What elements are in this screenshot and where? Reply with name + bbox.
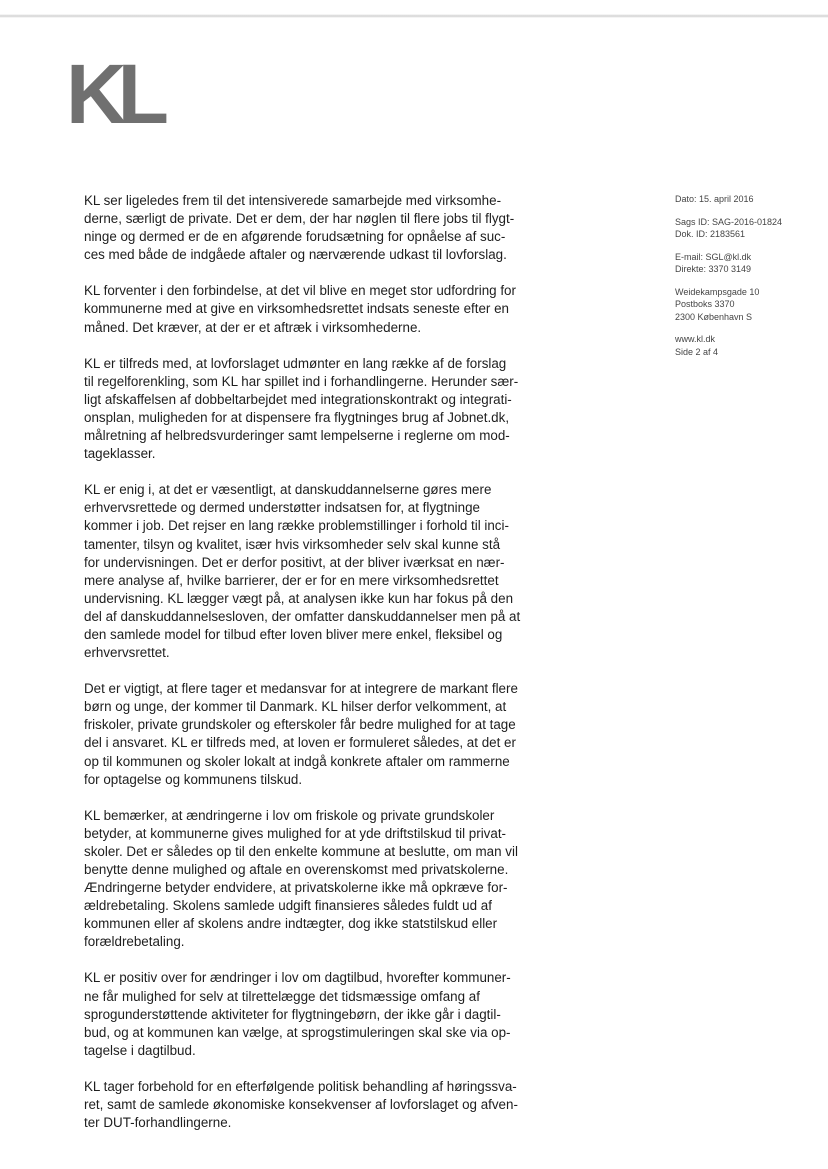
paragraph-line: målretning af helbredsvurderinger samt lempelserne i reglerne om mod- [84, 428, 510, 444]
body-paragraph [84, 192, 566, 264]
body-paragraph [84, 282, 566, 336]
paragraph-line: ældrebetaling. Skolens samlede udgift finansieres således fuldt ud af [84, 898, 492, 914]
paragraph-line: Det er vigtigt, at flere tager et medansvar for at integrere de markant flere [84, 681, 518, 697]
paragraph-line: KL er enig i, at det er væsentligt, at danskuddannelserne gøres mere [84, 482, 492, 498]
paragraph-line: for undervisningen. Det er derfor positivt, at der bliver iværksat en nær- [84, 554, 505, 570]
body-paragraph [84, 680, 566, 789]
paragraph-line: KL ser ligeledes frem til det intensiverede samarbejde med virksomhe- [84, 193, 502, 208]
paragraph-line: ter DUT-forhandlingerne. [84, 1115, 232, 1131]
sidebar-line: Postboks 3370 [675, 299, 735, 309]
paragraph-line: KL er tilfreds med, at lovforslaget udmønter en lang række af de forslag [84, 355, 507, 371]
body-paragraph [84, 355, 566, 464]
paragraph-line: for optagelse og kommunens tilskud. [84, 771, 303, 787]
sidebar-line: E-mail: SGL@kl.dk [675, 251, 752, 262]
paragraph-line: tamenter, tilsyn og kvalitet, især hvis virksomheder selv skal kunne stå [84, 536, 501, 552]
sidebar-group [675, 193, 815, 206]
sidebar-line: Dok. ID: 2183561 [675, 229, 746, 239]
paragraph-line: tagelse i dagtilbud. [84, 1042, 196, 1058]
paragraph-line: kommer i job. Det rejser en lang række problemstillinger i forhold til inci- [84, 518, 509, 534]
paragraph-line: onsplan, muligheden for at dispensere fra flygtninges brug af Jobnet.dk, [84, 409, 510, 425]
paragraph-line: kommunen eller af skolens andre indtægter, dog ikke statstilskud eller [84, 916, 498, 932]
letter-body [84, 192, 566, 1150]
paragraph-line: benytte denne mulighed og aftale en overenskomst med privatskolerne. [84, 862, 509, 877]
paragraph-line: sprogunderstøttende aktiviteter for flygtningebørn, der ikke går i dagtil- [84, 1006, 501, 1022]
scan-edge-line [0, 14, 828, 18]
paragraph-line: ret, samt de samlede økonomiske konsekvenser af lovforslaget og afven- [84, 1097, 518, 1113]
paragraph-line: Ændringerne betyder endvidere, at privatskolerne ikke må opkræve for- [84, 880, 508, 896]
paragraph-line: måned. Det kræver, at der er et aftræk i virksomhederne. [84, 319, 422, 335]
sidebar-line: Weidekampsgade 10 [675, 286, 760, 297]
paragraph-line: børn og unge, der kommer til Danmark. KL hilser derfor velkomment, at [84, 699, 507, 715]
paragraph-line: KL tager forbehold for en efterfølgende politisk behandling af høringssva- [84, 1078, 517, 1094]
paragraph-line: til regelforenkling, som KL har spillet ind i forhandlingerne. Herunder sær- [84, 373, 519, 389]
paragraph-line: skoler. Det er således op til den enkelte kommune at beslutte, om man vil [84, 843, 518, 859]
paragraph-line: mere analyse af, hvilke barrierer, der er for en mere virksomhedsrettet [84, 572, 499, 588]
paragraph-line: ne får mulighed for selv at tilrettelægge det tidsmæssige omfang af [84, 988, 480, 1004]
body-paragraph [84, 807, 566, 952]
body-paragraph [84, 969, 566, 1059]
paragraph-line: derne, særligt de private. Det er dem, der har nøglen til flere jobs til flygt- [84, 211, 515, 227]
paragraph-line: forældrebetaling. [84, 934, 185, 950]
paragraph-line: kommunerne med at give en virksomhedsrettet indsats seneste efter en [84, 301, 509, 317]
paragraph-line: tageklasser. [84, 446, 156, 462]
sidebar-line: Dato: 15. april 2016 [675, 194, 754, 204]
sidebar-group [675, 216, 815, 241]
paragraph-line: undervisning. KL lægger vægt på, at analysen ikke kun har fokus på den [84, 590, 514, 606]
paragraph-line: del i ansvaret. KL er tilfreds med, at loven er formuleret således, at det er [84, 735, 516, 751]
paragraph-line: KL bemærker, at ændringerne i lov om friskole og private grundskoler [84, 807, 495, 823]
sidebar-line: Sags ID: SAG-2016-01824 [675, 216, 783, 227]
letter-sidebar [675, 193, 815, 368]
paragraph-line: ligt afskaffelsen af dobbeltarbejdet med integrationskontrakt og integrati- [84, 391, 512, 407]
sidebar-group [675, 251, 815, 276]
sidebar-line: 2300 København S [675, 311, 753, 322]
paragraph-line: betyder, at kommunerne gives mulighed for at yde driftstilskud til privat- [84, 825, 506, 841]
paragraph-line: op til kommunen og skoler lokalt at indgå konkrete aftaler om rammerne [84, 753, 510, 769]
sidebar-line: www.kl.dk [675, 334, 716, 344]
body-paragraph [84, 1078, 566, 1132]
sidebar-group [675, 286, 815, 324]
sidebar-group [675, 333, 815, 358]
paragraph-line: bud, og at kommunen kan vælge, at sprogstimuleringen skal ske via op- [84, 1024, 511, 1040]
paragraph-line: erhvervsrettet. [84, 645, 170, 661]
paragraph-line: KL er positiv over for ændringer i lov om dagtilbud, hvorefter kommuner- [84, 970, 511, 986]
kl-logo: KL [66, 47, 160, 141]
sidebar-line: Side 2 af 4 [675, 346, 719, 357]
paragraph-line: KL forventer i den forbindelse, at det vil blive en meget stor udfordring for [84, 283, 516, 299]
paragraph-line: friskoler, private grundskoler og efterskoler får bedre mulighed for at tage [84, 717, 516, 733]
paragraph-line: del af danskuddannelsesloven, der omfatter danskuddannelser men på at [84, 608, 521, 624]
paragraph-line: ces med både de indgåede aftaler og nærværende udkast til lovforslag. [84, 247, 507, 263]
sidebar-line: Direkte: 3370 3149 [675, 264, 752, 274]
paragraph-line: den samlede model for tilbud efter loven bliver mere enkel, fleksibel og [84, 626, 503, 642]
paragraph-line: erhvervsrettede og dermed understøtter indsatsen for, at flygtninge [84, 500, 480, 516]
paragraph-line: ninge og dermed er de en afgørende forudsætning for opnåelse af suc- [84, 229, 506, 245]
body-paragraph [84, 481, 566, 662]
